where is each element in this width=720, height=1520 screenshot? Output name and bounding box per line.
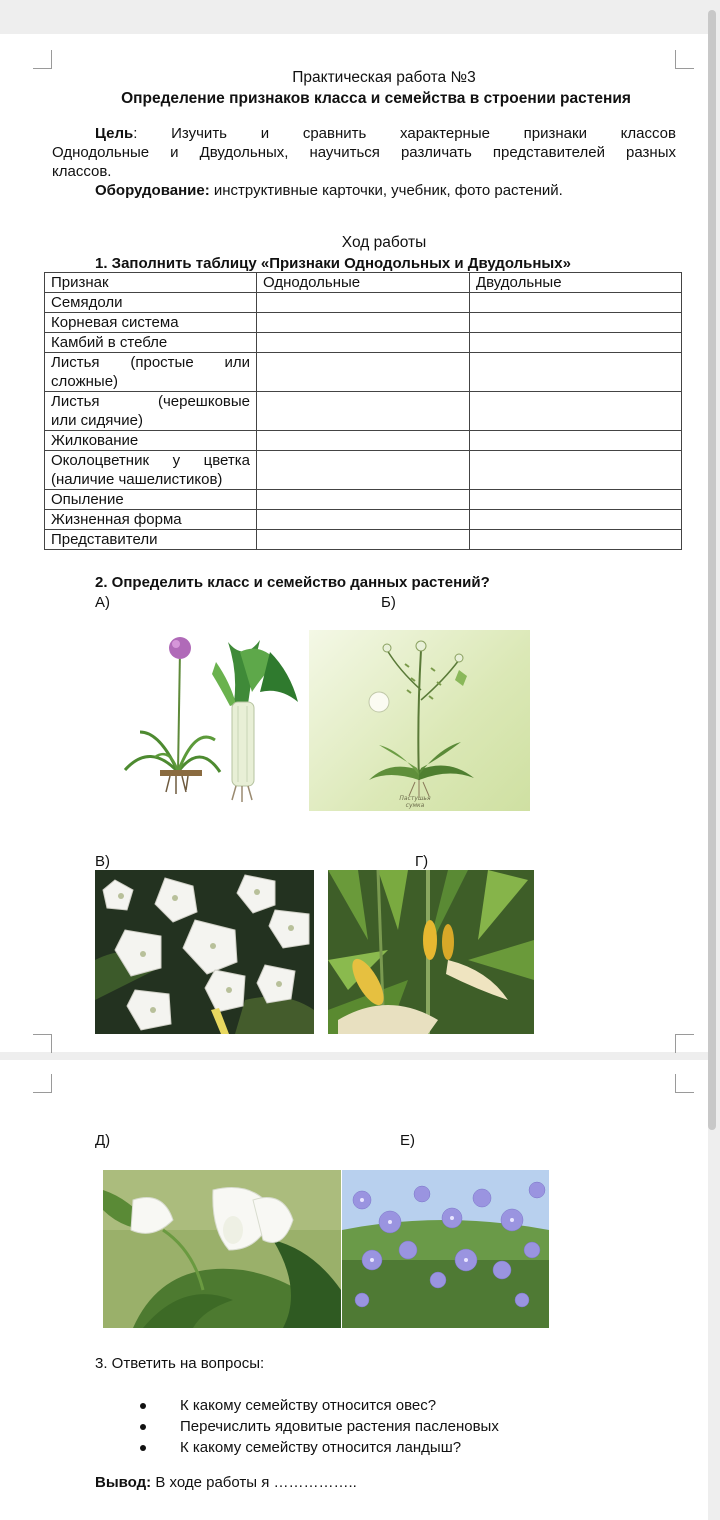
page-2 [0,1060,708,1520]
table-row [45,353,682,392]
table-cell[interactable] [257,333,470,353]
cell-line: Листья (черешковые [51,393,250,410]
photo-white-flowers [95,870,314,1034]
table-cell[interactable] [257,392,470,431]
table-cell[interactable] [470,392,682,431]
photo-chicory [342,1170,549,1328]
conclusion-text: В ходе работы я …………….. [151,1474,357,1491]
questions-list [0,1396,708,1466]
photo-pea-flowers [103,1170,341,1328]
label-b: Б) [381,594,396,611]
table-cell[interactable] [257,313,470,333]
table-cell[interactable] [257,530,470,550]
table-cell [45,451,257,490]
table-row [45,392,682,431]
goal-line-3: классов. [52,163,112,180]
table-row [45,490,682,510]
photo-corn [328,870,534,1034]
cell-line: сложные) [51,373,119,390]
table-cell [45,392,257,431]
table-cell[interactable] [470,451,682,490]
table-row [45,530,682,550]
table-cell: Корневая система [45,313,257,333]
table-cell[interactable] [257,490,470,510]
task-1: 1. Заполнить таблицу «Признаки Однодольных и Двудольных» [95,255,571,272]
table-cell[interactable] [470,510,682,530]
task-3: 3. Ответить на вопросы: [95,1355,265,1372]
table-cell[interactable] [470,431,682,451]
table-cell[interactable] [257,353,470,392]
cell-line: или сидячие) [51,412,143,429]
margin-corner [675,1034,694,1053]
goal-line-2: Однодольные и Двудольных, научиться различать представителей разных [52,144,676,161]
label-g: Г) [415,853,429,870]
conclusion-label: Вывод: [95,1474,152,1491]
list-item: Перечислить ядовитые растения пасленовых [180,1418,499,1435]
equipment-label: Оборудование: [95,182,210,199]
table-row [45,431,682,451]
margin-corner [675,50,694,69]
table-cell[interactable] [470,293,682,313]
bullet-icon [140,1424,146,1430]
photo-allium-leek [120,632,306,808]
goal-text: : Изучить и сравнить характерные признаки классов [133,125,676,142]
page-1 [0,34,708,1052]
bullet-icon [140,1445,146,1451]
goal-paragraph [52,124,676,200]
cell-line: Листья (простые или [51,354,250,371]
conclusion [95,1473,357,1492]
table-cell[interactable] [470,530,682,550]
scrollbar[interactable] [708,10,716,1130]
table-row [45,313,682,333]
cell-line: Околоцветник у цветка [51,452,250,469]
task-2: 2. Определить класс и семейство данных растений? [95,574,490,591]
table-cell: Опыление [45,490,257,510]
equipment-text: инструктивные карточки, учебник, фото растений. [209,182,563,199]
table-cell: Представители [45,530,257,550]
document-subtitle: Определение признаков класса и семейства в строении растения [121,90,631,107]
margin-corner [33,1074,52,1093]
table-cell: Камбий в стебле [45,333,257,353]
progress-heading: Ход работы [341,234,427,251]
label-e: Е) [400,1132,415,1149]
table-row [45,510,682,530]
table-cell[interactable] [257,431,470,451]
table-row [45,451,682,490]
table-row [45,333,682,353]
table-cell: Жилкование [45,431,257,451]
table-cell[interactable] [257,293,470,313]
table-cell[interactable] [470,353,682,392]
document-title: Практическая работа №3 [292,69,476,86]
bullet-icon [140,1403,146,1409]
shepherd-caption: Пастушья [399,795,431,802]
label-d: Д) [95,1132,111,1149]
table-cell [45,353,257,392]
photo-shepherds-purse [309,630,530,811]
traits-table [44,272,682,550]
table-cell[interactable] [470,490,682,510]
margin-corner [33,1034,52,1053]
table-cell: Жизненная форма [45,510,257,530]
goal-label: Цель [95,125,134,142]
margin-corner [33,50,52,69]
margin-corner [675,1074,694,1093]
label-v: В) [95,853,110,870]
table-header: Двудольные [470,273,682,293]
table-header: Однодольные [257,273,470,293]
equipment-line [52,181,676,200]
table-cell[interactable] [257,510,470,530]
table-cell[interactable] [257,451,470,490]
table-cell: Семядоли [45,293,257,313]
table-header-row [45,273,682,293]
table-cell[interactable] [470,313,682,333]
list-item: К какому семейству относится ландыш? [180,1439,462,1456]
table-cell[interactable] [470,333,682,353]
label-a: А) [95,594,110,611]
cell-line: (наличие чашелистиков) [51,471,223,488]
shepherd-caption: сумка [405,802,425,809]
table-row [45,293,682,313]
list-item: К какому семейству относится овес? [180,1397,437,1414]
table-header: Признак [45,273,257,293]
goal-line-1 [52,124,676,143]
